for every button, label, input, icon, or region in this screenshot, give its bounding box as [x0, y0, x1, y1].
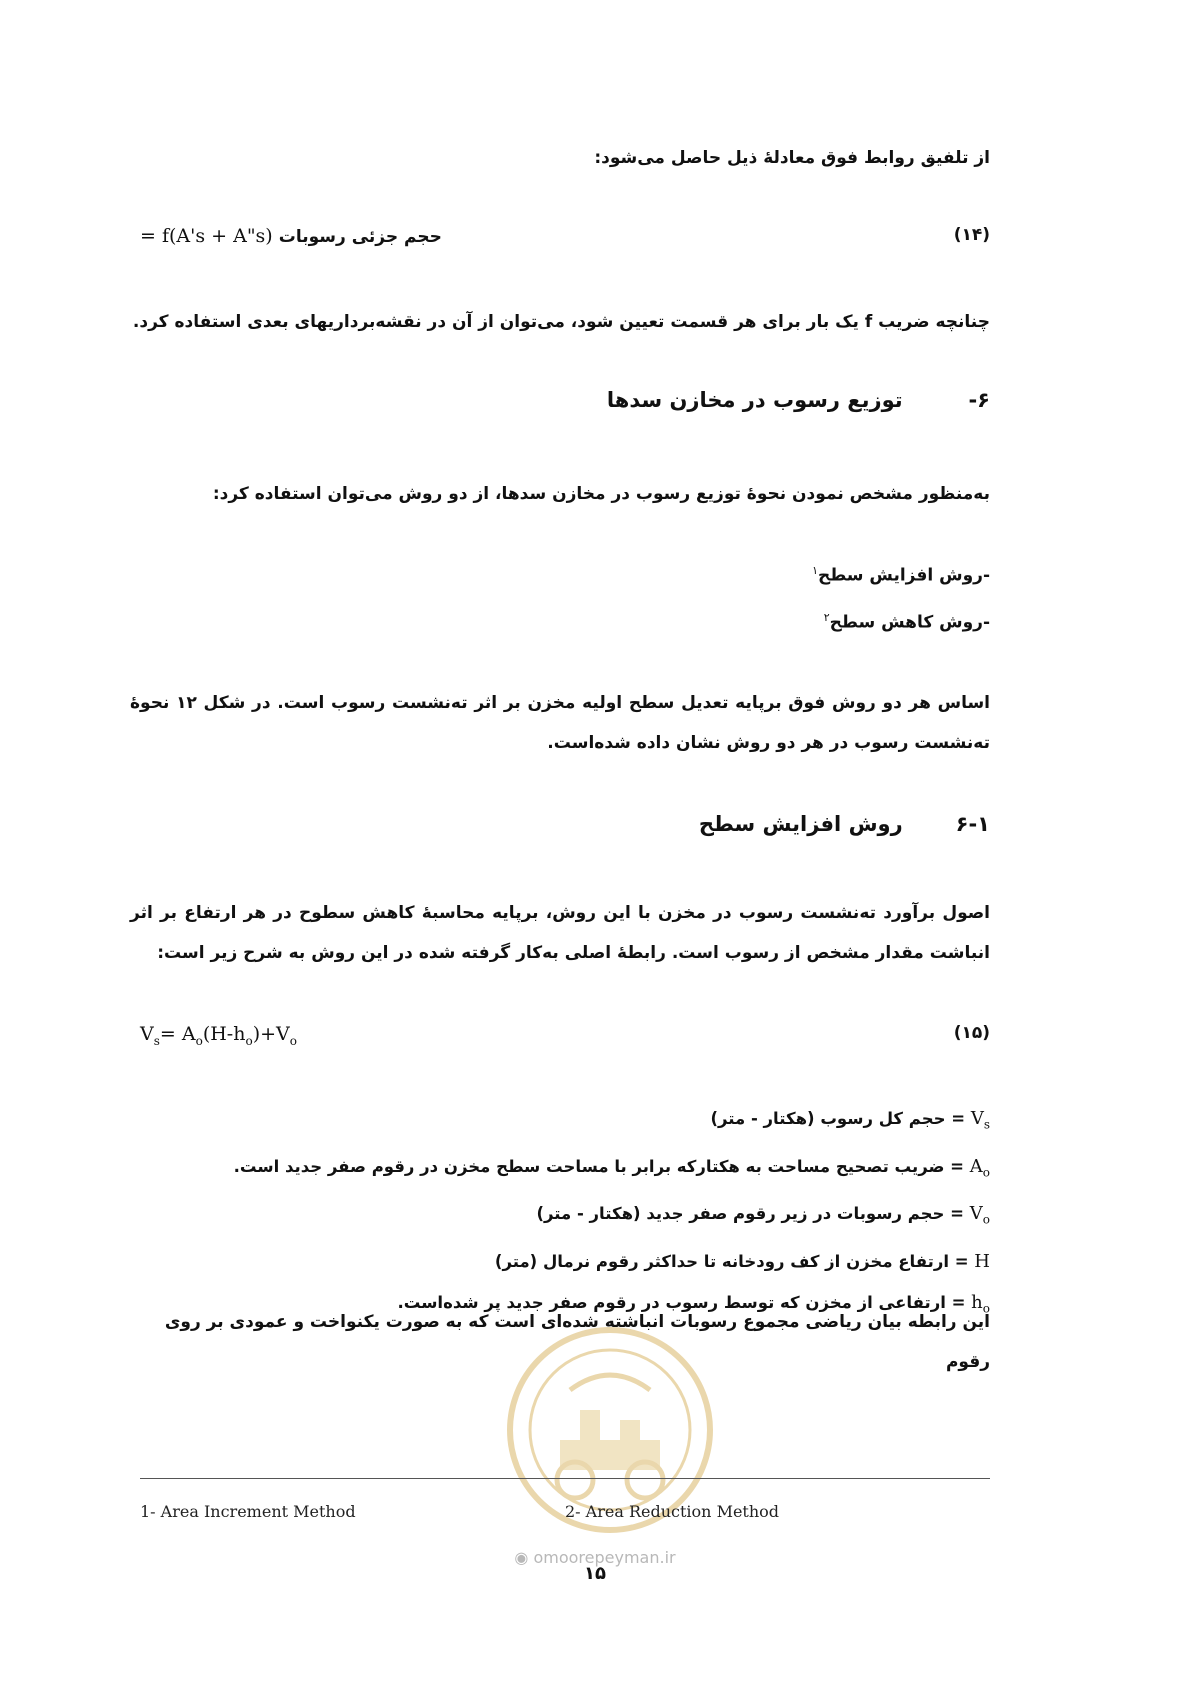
equation-expression: = f(A's + A"s) [140, 225, 273, 247]
section-heading-6-1 [699, 812, 990, 836]
equation-label: حجم جزئی رسوبات [278, 227, 442, 247]
watermark-text: omoorepeyman.ir [533, 1548, 676, 1567]
note-coefficient-f: چنانچه ضریب f یک بار برای هر قسمت تعیین شود، می‌توان از آن در نقشه‌برداریهای بعدی استفاده کرد. [132, 312, 990, 332]
section-title: توزیع رسوب در مخازن سدها [606, 388, 903, 412]
intro-line: از تلفیق روابط فوق معادلهٔ ذیل حاصل می‌شود: [594, 148, 990, 168]
closing-line: این رابطه بیان ریاضی مجموع رسوبات انباشته شده‌ای است که به صورت یکنواخت و عمودی بر روی رقوم [164, 1312, 990, 1372]
method-paragraph: اصول برآورد ته‌نشست رسوب در مخزن با این روش، برپایه محاسبهٔ کاهش سطوح در هر ارتفاع بر اثر انباشت مقدار مشخص از رسوب است. رابطهٔ اصلی به‌کار گرفته شده در این روش به شرح زیر است: [130, 903, 990, 963]
list-item: -روش افزایش سطح$^۱$ [812, 564, 990, 586]
definition-text: = ارتفاعی از مخزن که توسط رسوب در رقوم صفر جدید پر شده‌است. [397, 1292, 966, 1312]
section-intro: به‌منظور مشخص نمودن نحوهٔ توزیع رسوب در مخازن سدها، از دو روش می‌توان استفاده کرد: [212, 484, 990, 504]
definition-item [234, 1193, 990, 1241]
list-item: -روش کاهش سطح$^۲$ [823, 610, 990, 633]
definition-text: = ضریب تصحیح مساحت به هکتارکه برابر با مساحت سطح مخزن در رقوم صفر جدید است. [233, 1156, 965, 1176]
section-number: ۶-۱ [955, 812, 990, 836]
definition-item [234, 1241, 990, 1282]
methods-list [812, 550, 990, 643]
equation-14 [140, 225, 990, 255]
definition-text: = حجم کل رسوب (هکتار - متر) [710, 1109, 966, 1128]
section-number: ۶- [968, 388, 990, 412]
variable-symbol: H [974, 1250, 990, 1272]
definition-text: = ارتفاع مخزن از کف رودخانه تا حداکثر رقوم نرمال (متر) [494, 1251, 969, 1271]
section-title: روش افزایش سطح [698, 812, 903, 836]
equation-expression: $V_s= A_o(H-h_o)+V_o$ [140, 1023, 297, 1048]
globe-icon: ◉ [514, 1548, 534, 1567]
footnote-divider [140, 1478, 990, 1479]
footnote-1: 1- Area Increment Method [140, 1502, 356, 1521]
footnote-ref: ۱ [812, 564, 818, 577]
basis-paragraph: اساس هر دو روش فوق برپایه تعدیل سطح اولیه مخزن بر اثر ته‌نشست رسوب است. در شکل ۱۲ نحوهٔ ته‌نشست رسوب در هر دو روش نشان داده شده‌است. [130, 693, 991, 753]
variable-symbol: $h_o$ [971, 1291, 990, 1316]
definition-item [234, 1146, 990, 1194]
variable-symbol: $V_s$ [970, 1108, 990, 1132]
definition-item [234, 1098, 990, 1146]
footnote-2: 2- Area Reduction Method [565, 1502, 780, 1521]
definitions-list [234, 1098, 990, 1329]
variable-symbol: $V_o$ [969, 1203, 990, 1227]
equation-15 [140, 1023, 990, 1053]
page-number: ۱۵ [584, 1563, 606, 1584]
section-heading-6 [607, 388, 990, 412]
equation-number: (۱۵) [953, 1023, 990, 1043]
variable-symbol: $A_o$ [969, 1155, 990, 1180]
footnote-ref: ۲ [823, 610, 830, 624]
definition-text: = حجم رسوبات در زیر رقوم صفر جدید (هکتار - متر) [536, 1204, 965, 1224]
equation-content [140, 225, 442, 247]
equation-number: (۱۴) [953, 225, 990, 245]
